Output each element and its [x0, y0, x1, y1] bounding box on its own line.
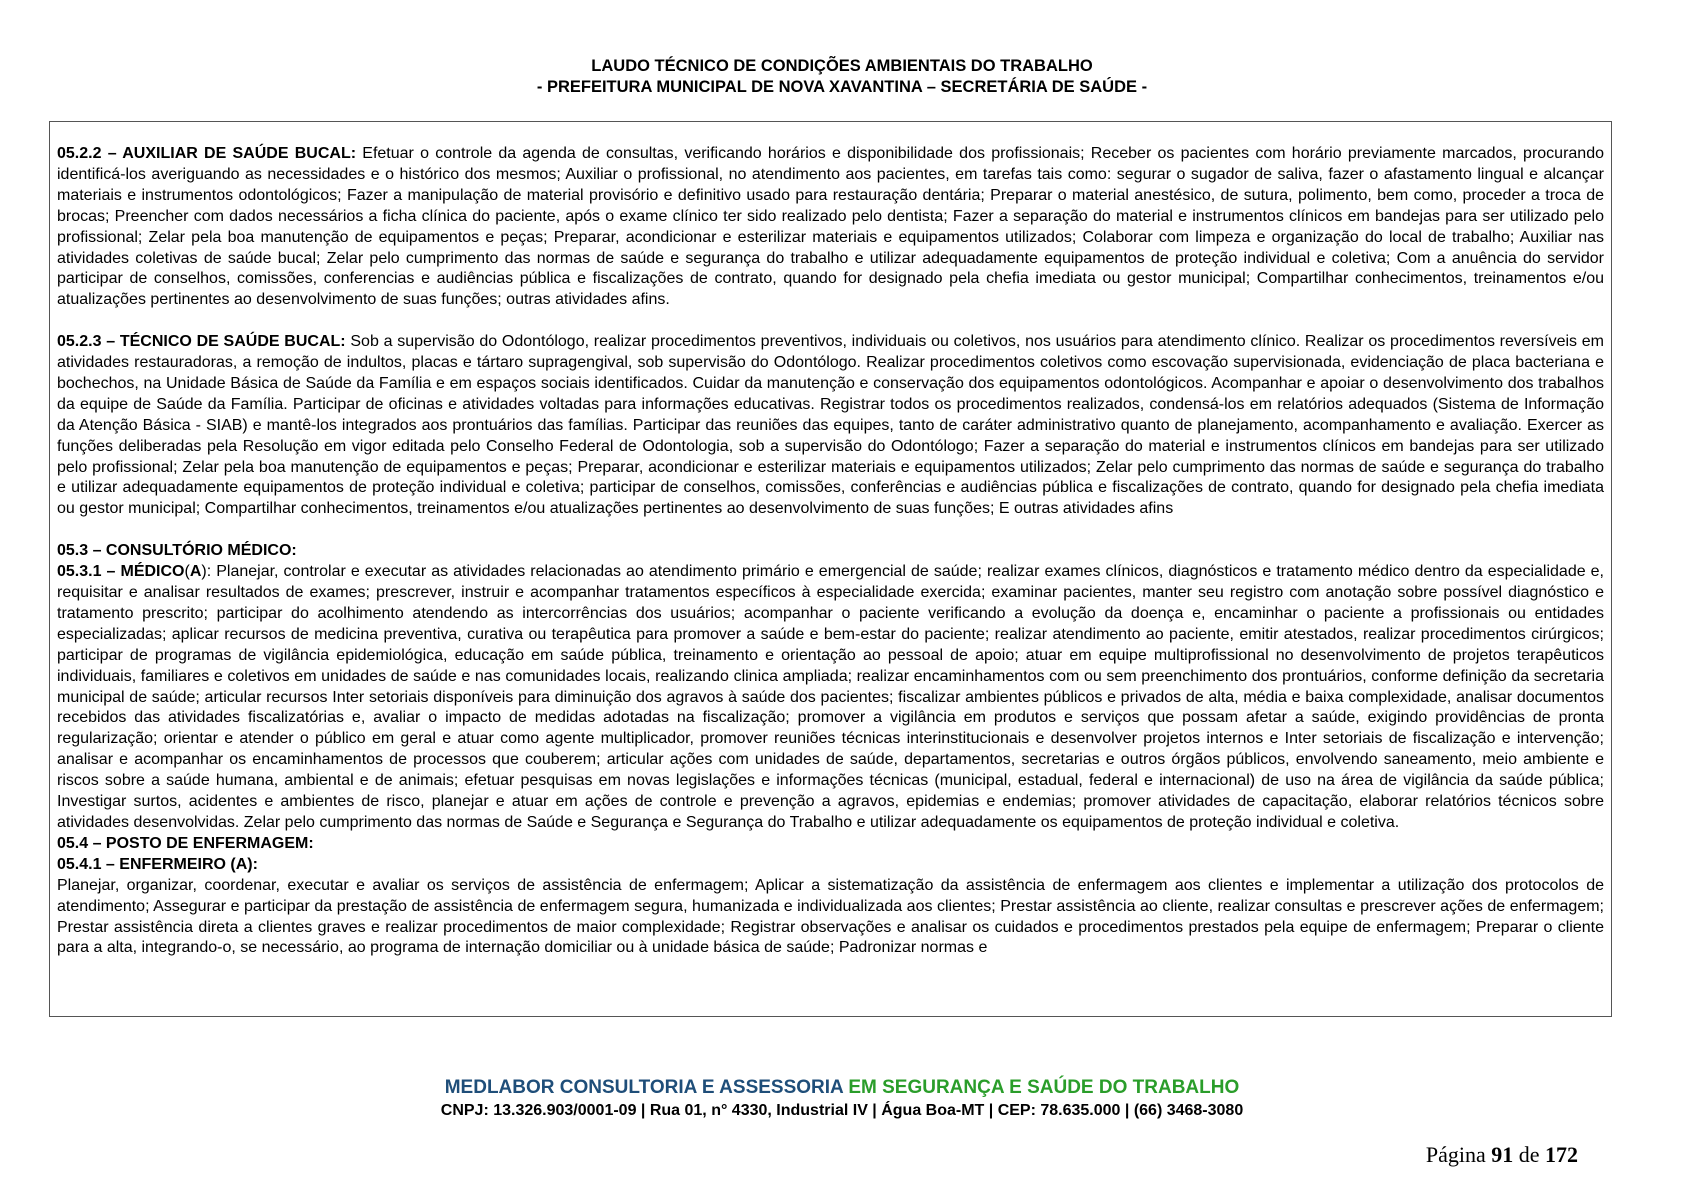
section-heading: 05.2.2 – AUXILIAR DE SAÚDE BUCAL: [57, 145, 357, 162]
section-heading: 05.4 – POSTO DE ENFERMAGEM: [57, 834, 314, 852]
section-05-3 [57, 541, 1604, 562]
page-label: Página [1425, 1142, 1492, 1167]
document-subtitle: - PREFEITURA MUNICIPAL DE NOVA XAVANTINA – SECRETÁRIA DE SAÚDE - [536, 78, 1148, 96]
section-heading: 05.2.3 – TÉCNICO DE SAÚDE BUCAL: [57, 333, 346, 351]
page-number [1426, 1142, 1578, 1168]
footer-company-name: MEDLABOR CONSULTORIA E ASSESSORIA [444, 1077, 844, 1098]
footer-company [0, 1076, 1684, 1100]
section-heading-paren-close: ): [201, 563, 212, 581]
footer-company-tagline: EM SEGURANÇA E SAÚDE DO TRABALHO [843, 1077, 1240, 1098]
section-heading: 05.3 – CONSULTÓRIO MÉDICO: [57, 542, 297, 560]
section-text: Planejar, controlar e executar as atividades relacionadas ao atendimento primário e emergencial de saúde; realizar exames clínicos, diagnósticos e tratamento médico dentro da especialidade e, requisitar e analisar resultados de exames; prescrever, instruir e acompanhar tratamentos específicos à especialidade exercida; examinar pacientes, manter seu registro com anotação sobre possível diagnóstico e tratamento prescrito; participar do acolhimento atendendo as intercorrências dos usuários; acompanhar o paciente verificando a evolução da doença e, encaminhar o paciente a profissionais ou entidades especializadas; aplicar recursos de medicina preventiva, curativa ou terapêutica para promover a saúde e bem-estar do paciente; realizar atendimento ao paciente, emitir atestados, realizar procedimentos cirúrgicos; participar de programas de vigilância epidemiológica, educação em saúde pública, treinamento e orientação ao pessoal de apoio; atuar em equipe multiprofissional no desenvolvimento de projetos terapêuticos individuais, familiares e coletivos em unidades de saúde e nas comunidades locais, realizando clinica ampliada; realizar encaminhamentos com ou sem preenchimento dos prontuários, conforme definição da secretaria municipal de saúde; articular recursos Inter setoriais disponíveis para diminuição dos agravos à saúde dos pacientes; fiscalizar ambientes públicos e privados de alta, média e baixa complexidade, analisar documentos recebidos das atividades fiscalizatórias e, avaliar o impacto de medidas adotadas na fiscalização; promover a vigilância em produtos e serviços que possam afetar a saúde, exigindo providências de pronta regularização; orientar e atender o público em geral e atuar como agente multiplicador, promover reuniões técnicas interinstitucionais e desenvolver projetos internos e Inter setoriais de fiscalização e intervenção; analisar e acompanhar os encaminhamentos de processos que couberem; articular ações com unidades de saúde, departamentos, secretarias e outros órgãos públicos, envolvendo saneamento, meio ambiente e riscos sobre a saúde humana, ambiental e de animais; efetuar pesquisas em novas legislações e informações técnicas (municipal, estadual, federal e internacional) de uso na área de vigilância da saúde pública; Investigar surtos, acidentes e ambientes de risco, planejar e atuar em ações de controle e prevenção a agravos, epidemias e endemias; promover atividades de capacitação, elaborar relatórios técnicos sobre atividades desenvolvidas. Zelar pelo cumprimento das normas de Saúde e Segurança e Segurança do Trabalho e utilizar adequadamente os equipamentos de proteção individual e coletiva. [57, 563, 1605, 831]
section-05-3-1 [57, 562, 1604, 834]
section-heading-paren-open: ( [184, 563, 190, 581]
content-box [49, 121, 1612, 1017]
section-05-4 [57, 834, 1604, 855]
section-05-4-1-text: Planejar, organizar, coordenar, executar e avaliar os serviços de assistência de enfermagem; Aplicar a sistematização da assistência de enfermagem aos clientes e implementar a utilização dos protocolos de atendimento; Assegurar e participar da prestação de assistência de enfermagem segura, humanizada e individualizada aos clientes; Prestar assistência ao cliente, realizar consultas e prescrever ações de enfermagem; Prestar assistência direta a clientes graves e realizar procedimentos de maior complexidade; Registrar observações e analisar os cuidados e procedimentos prestados pela equipe de enfermagem; Preparar o cliente para a alta, integrando-o, se necessário, ao programa de internação domiciliar ou à unidade básica de saúde; Padronizar normas e [57, 876, 1604, 957]
section-text: Efetuar o controle da agenda de consultas, verificando horários e disponibilidade dos profissionais; Receber os pacientes com horário previamente marcados, procurando identificá-los averiguando as necessidades e o histórico dos mesmos; Auxiliar o profissional, no atendimento aos pacientes, em tarefas tais como: segurar o sugador de saliva, fazer o afastamento lingual e alcançar materiais e instrumentos odontológicos; Fazer a manipulação de material provisório e definitivo usado para restauração dentária; Preparar o material anestésico, de sutura, polimento, bem como, proceder a troca de brocas; Preencher com dados necessários a ficha clínica do paciente, após o exame clínico ter sido realizado pelo dentista; Fazer a separação do material e instrumentos clínicos em bandejas para ser utilizado pelo profissional; Zelar pela boa manutenção de equipamentos e peças; Preparar, acondicionar e esterilizar materiais e equipamentos utilizados; Colaborar com limpeza e organização do local de trabalho; Auxiliar nas atividades coletivas de saúde bucal; Zelar pelo cumprimento das normas de saúde e segurança do trabalho e utilizar adequadamente equipamentos de proteção individual e coletiva; Com a anuência do servidor participar de conselhos, comissões, conferencias e audiências pública e fiscalizações de contrato, quando for designado pela chefia imediata ou gestor municipal; Compartilhar conhecimentos, treinamentos e/ou atualizações pertinentes ao desenvolvimento de suas funções; outras atividades afins. [57, 145, 1604, 309]
section-heading-letter: A [189, 563, 202, 581]
section-heading: 05.3.1 – MÉDICO [57, 563, 185, 581]
document-footer [0, 1076, 1684, 1122]
page-total: 172 [1545, 1142, 1578, 1167]
footer-contact: CNPJ: 13.326.903/0001-09 | Rua 01, n° 4330, Industrial IV | Água Boa-MT | CEP: 78.635.000 | (66) 3468-3080 [440, 1102, 1244, 1119]
section-text: Sob a supervisão do Odontólogo, realizar procedimentos preventivos, individuais ou coletivos, nos usuários para atendimento clínico. Realizar os procedimentos reversíveis em atividades restauradoras, a remoção de indultos, placas e tártaro supragengival, sob supervisão do Odontólogo. Realizar procedimentos coletivos como escovação supervisionada, evidenciação de placa bacteriana e bochechos, na Unidade Básica de Saúde da Família e em espaços sociais identificados. Cuidar da manutenção e conservação dos equipamentos odontológicos. Acompanhar e apoiar o desenvolvimento dos trabalhos da equipe de Saúde da Família. Participar de oficinas e atividades voltadas para informações educativas. Registrar todos os procedimentos realizados, condensá-los em relatórios adequados (Sistema de Informação da Atenção Básica - SIAB) e mantê-los integrados aos prontuários das famílias. Participar das reuniões das equipes, tanto de caráter administrativo quanto de planejamento, acompanhamento e avaliação. Exercer as funções deliberadas pela Resolução em vigor editada pelo Conselho Federal de Odontologia, sob a supervisão do Odontólogo; Fazer a separação do material e instrumentos clínicos em bandejas para ser utilizado pelo profissional; Zelar pela boa manutenção de equipamentos e peças; Preparar, acondicionar e esterilizar materiais e equipamentos utilizados; Zelar pelo cumprimento das normas de saúde e segurança do trabalho e utilizar adequadamente equipamentos de proteção individual e coletiva; participar de conselhos, comissões, conferências e audiências pública e fiscalizações de contrato, quando for designado pela chefia imediata ou gestor municipal; Compartilhar conhecimentos, treinamentos e/ou atualizações pertinentes ao desenvolvimento de suas funções; E outras atividades afins [57, 333, 1604, 518]
section-05-2-2 [57, 144, 1604, 311]
section-05-4-1-heading [57, 855, 1604, 876]
page-current: 91 [1491, 1142, 1514, 1167]
page-sep: de [1513, 1142, 1545, 1167]
document-header [0, 56, 1684, 98]
section-05-2-3 [57, 332, 1604, 520]
section-heading: 05.4.1 – ENFERMEIRO (A): [57, 855, 258, 873]
document-title: LAUDO TÉCNICO DE CONDIÇÕES AMBIENTAIS DO TRABALHO [591, 57, 1093, 75]
